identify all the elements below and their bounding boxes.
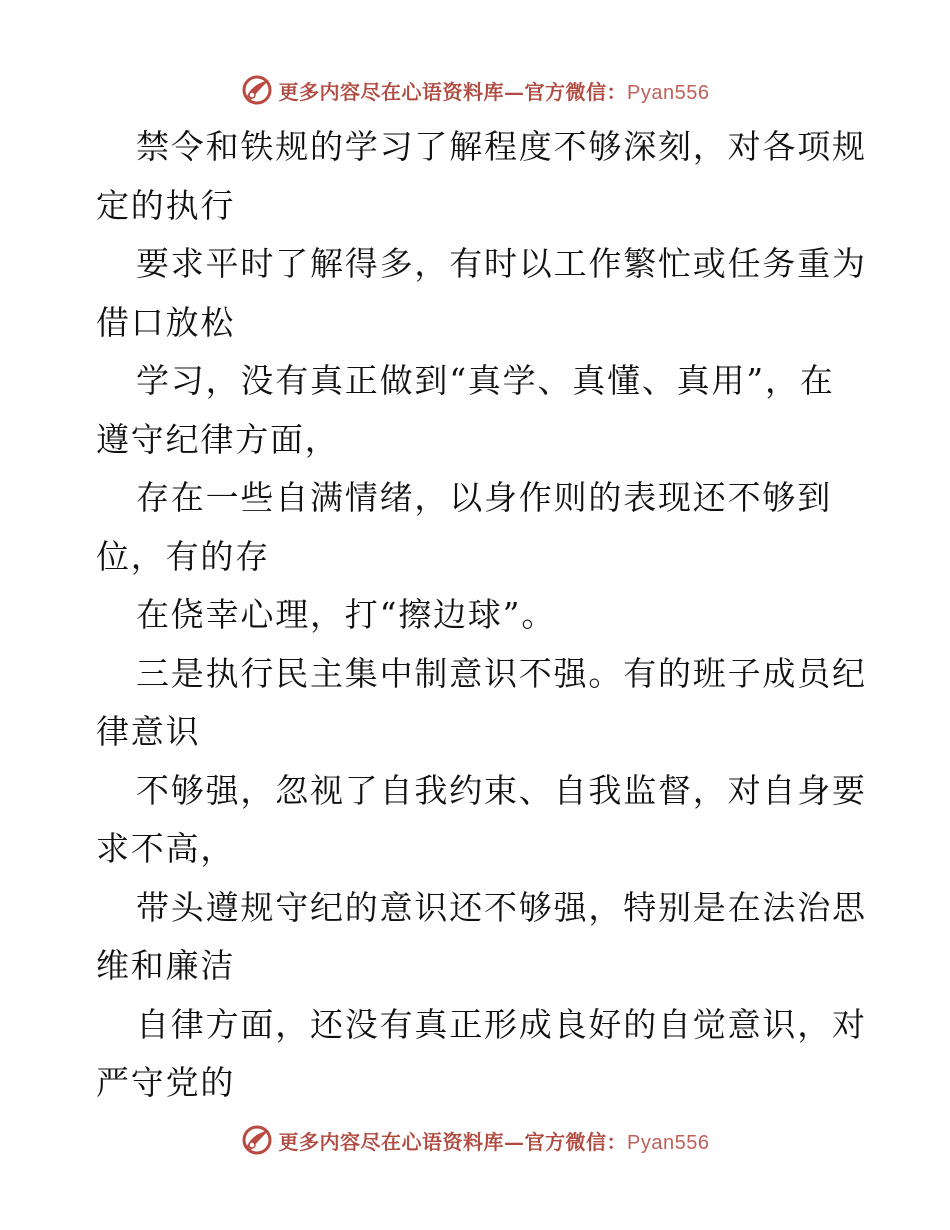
brand-logo-icon [241, 74, 273, 106]
banner-text: 更多内容尽在心语资料库—官方微信：Pyan556 [278, 79, 710, 104]
text-line: 在侥幸心理，打“擦边球”。 [136, 595, 557, 634]
text-line: 位，有的存 [96, 536, 270, 576]
document-body [96, 118, 866, 1113]
text-line: 律意识 [96, 712, 201, 751]
header-banner-content [241, 74, 710, 106]
wechat-id: Pyan556 [627, 81, 710, 104]
text-line: 借口放松 [96, 302, 236, 342]
text-line: 严守党的 [96, 1063, 236, 1102]
text-line: 带头遵规守纪的意识还不够强，特别是在法治思 [136, 887, 867, 927]
text-line: 自律方面，还没有真正形成良好的自觉意识，对 [136, 1004, 867, 1044]
text-line: 存在一些自满情绪，以身作则的表现还不够到 [136, 478, 832, 517]
text-line: 不够强，忽视了自我约束、自我监督，对自身要 [136, 770, 867, 810]
text-line: 遵守纪律方面， [96, 419, 340, 459]
text-line: 定的执行 [96, 185, 236, 225]
wechat-id: Pyan556 [627, 1131, 710, 1154]
text-line: 要求平时了解得多，有时以工作繁忙或任务重为 [136, 244, 867, 283]
text-line: 三是执行民主集中制意识不强。有的班子成员纪 [136, 653, 867, 693]
brand-logo-icon [241, 1124, 273, 1156]
header-banner [0, 70, 950, 110]
text-line: 维和廉洁 [96, 946, 236, 985]
banner-text: 更多内容尽在心语资料库—官方微信：Pyan556 [278, 1129, 710, 1154]
text-line: 求不高， [96, 829, 236, 868]
text-line: 禁令和铁规的学习了解程度不够深刻，对各项规 [136, 127, 867, 166]
text-line: 学习，没有真正做到“真学、真懂、真用”，在 [136, 361, 835, 400]
footer-banner-content [241, 1124, 710, 1156]
footer-banner [0, 1120, 950, 1160]
